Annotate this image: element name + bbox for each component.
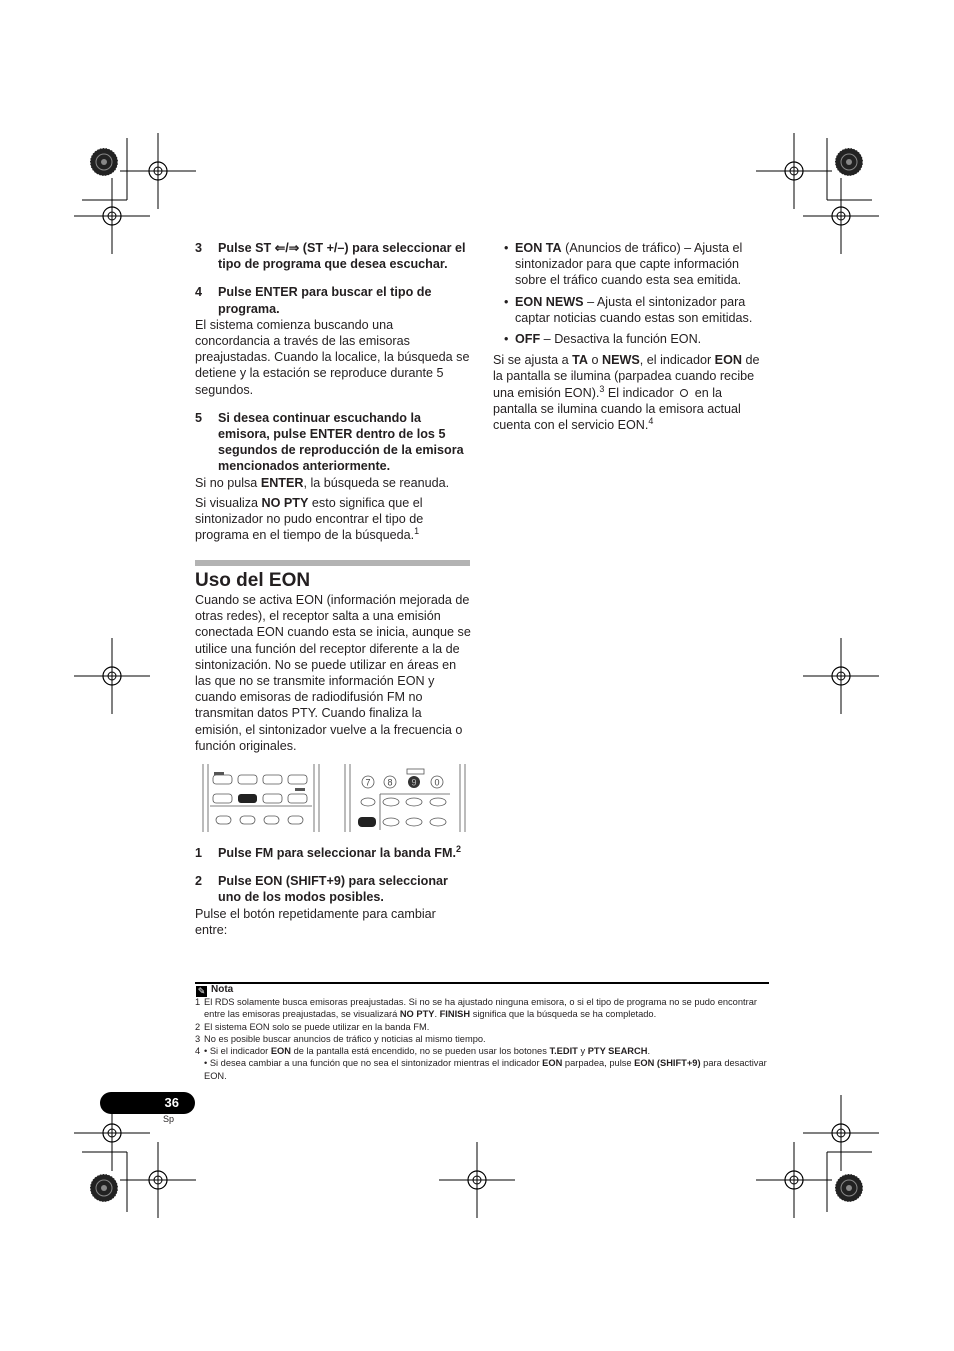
notes-body — [195, 996, 773, 1082]
step-5: 5 Si desea continuar escuchando la emisora, pulse ENTER dentro de los 5 segundos de reproducción de la emisora mencionados anteriormente. — [195, 410, 464, 474]
step-4: 4 Pulse ENTER para buscar el tipo de programa. — [195, 285, 432, 316]
step-5-para-2: Si visualiza NO PTY esto significa que el sintonizador no pudo encontrar el tipo de programa en el tiempo de la búsqueda.$^1$ — [195, 495, 424, 543]
notes-title: Nota — [211, 984, 234, 995]
left-column-bottom — [195, 845, 471, 938]
notes-rule — [195, 982, 769, 984]
remote-key-9: 9 — [411, 777, 417, 788]
list-item: • EON TA (Anuncios de tráfico) – Ajusta el sintonizador para que capte información sobre el tráfico cuando esta sea emitida. — [504, 241, 743, 288]
remote-key-8: 8 — [387, 777, 393, 788]
step-5-para-1: Si no pulsa ENTER, la búsqueda se reanuda. — [195, 475, 450, 490]
step-4-body: El sistema comienza buscando una concordancia a través de las emisoras preajustadas. Cuando la localice, la búsqueda se detiene y la estación se reproduce durante 5 segundos. — [195, 317, 470, 397]
remote-key-0: 0 — [434, 777, 440, 788]
list-item: • EON NEWS – Ajusta el sintonizador para captar noticias cuando estas son emitidas. — [504, 294, 753, 325]
section-title: Uso del EON — [195, 570, 311, 591]
note-4a: 4 • Si el indicador EON de la pantalla está encendido, no se pueden usar los botones T.EDIT y PTY SEARCH. — [195, 1046, 651, 1057]
eon-mode-list — [493, 240, 769, 347]
section-divider-bar — [195, 560, 470, 566]
note-icon: ✎ — [197, 986, 206, 996]
page-number-badge: 36 — [100, 1092, 195, 1114]
list-item: • OFF – Desactiva la función EON. — [504, 332, 702, 347]
right-column — [493, 240, 769, 433]
page-language: Sp — [163, 1114, 175, 1124]
eon-indicator-icon — [680, 389, 688, 397]
note-1: 1 El RDS solamente busca emisoras preajustadas. Si no se ha ajustado ninguna emisora, o si el tipo de programa no se pudo encontrar entre las emisoras preajustadas, se visualizará NO PTY. FINISH significa que la búsqueda se ha completado. — [195, 997, 757, 1020]
indicator-paragraph: Si se ajusta a TA o NEWS, el indicador EON de la pantalla se ilumina (parpadea cuando recibe una emisión EON).$^3$ El indicador en la pantalla se ilumina cuando la emisora actual cuenta con el servicio EON.$^4$ — [493, 353, 760, 433]
note-2: 2 El sistema EON solo se puede utilizar en la banda FM. — [195, 1021, 430, 1032]
note-3: 3 No es posible buscar anuncios de tráfico y noticias al mismo tiempo. — [195, 1033, 486, 1044]
left-column — [195, 240, 471, 543]
step-2: 2 Pulse EON (SHIFT+9) para seleccionar uno de los modos posibles. — [195, 874, 448, 905]
section-body: Cuando se activa EON (información mejorada de otras redes), el receptor salta a una emisión conectada EON cuando esta se inicia, aunque se utilice una función del receptor diferente a la de sintonización. No se puede utilizar en áreas en las que no se transmite información EON y cuando emisoras de radiodifusión FM no transmitan datos PTY. Cuando finaliza la emisión, el sintonizador vuelve a la frecuencia o función originales. — [195, 593, 471, 753]
step-2-body: Pulse el botón repetidamente para cambiar entre: — [195, 906, 436, 937]
remote-key-7: 7 — [365, 777, 371, 788]
note-4b: • Si desea cambiar a una función que no sea el sintonizador mientras el indicador EON parpadea, pulse EON (SHIFT+9) para desactivar EON. — [204, 1058, 767, 1081]
step-3: 3 Pulse ST ⇐/⇒ (ST +/–) para seleccionar el tipo de programa que desea escuchar. — [195, 241, 466, 272]
remote-control-illustration — [198, 764, 468, 832]
step-1: 1 Pulse FM para seleccionar la banda FM.$^2$ — [195, 843, 461, 860]
